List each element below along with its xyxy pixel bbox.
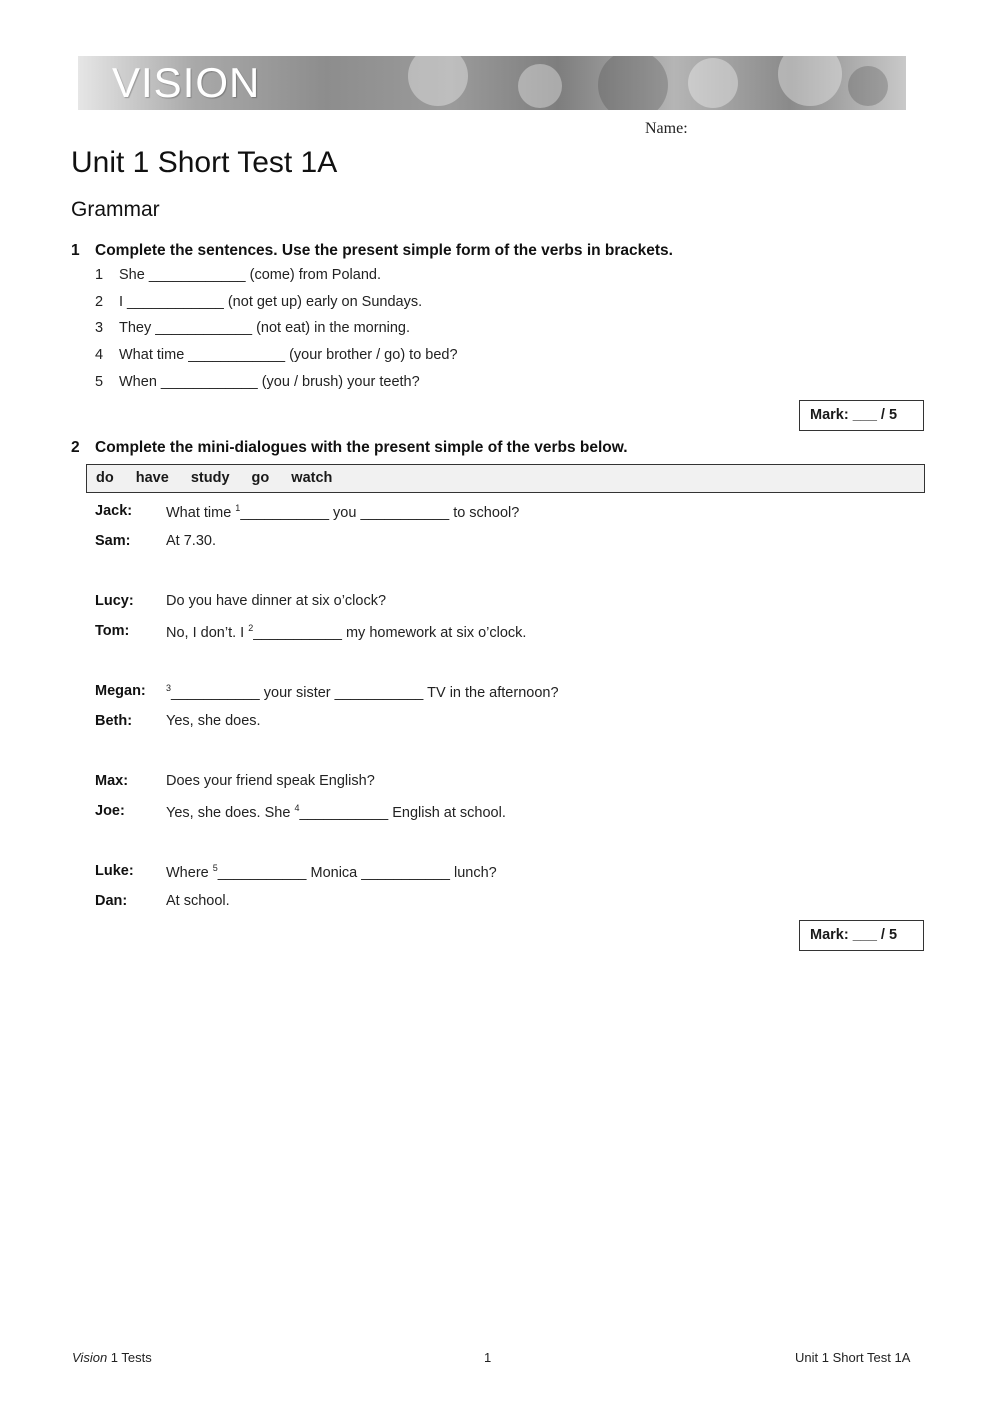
- line-text: Does your friend speak English?: [166, 773, 375, 789]
- mark-box-task-2: Mark: ___ / 5: [799, 920, 924, 951]
- task-number: 2: [71, 439, 80, 456]
- page-number: 1: [484, 1350, 492, 1365]
- item-number: 2: [95, 294, 104, 310]
- word-have: have: [135, 470, 169, 486]
- task-instruction: Complete the sentences. Use the present simple form of the verbs in brackets.: [95, 242, 673, 259]
- speaker-name: Jack:: [95, 503, 133, 519]
- item-text: When ____________ (you / brush) your teeth?: [119, 374, 420, 390]
- dialogue-line: [166, 623, 526, 641]
- footer-right: Unit 1 Short Test 1A: [795, 1350, 911, 1365]
- dialogue-line: [166, 713, 261, 729]
- task-1-heading: [71, 242, 673, 260]
- banner-decoration: [778, 56, 842, 106]
- line-text: Yes, she does.: [166, 713, 261, 729]
- dialogue-line: [166, 863, 497, 881]
- line-text: ___________ your sister ___________ TV in the afternoon?: [171, 684, 559, 701]
- list-item: [95, 267, 381, 283]
- line-text: Do you have dinner at six o’clock?: [166, 593, 387, 609]
- section-title: Grammar: [71, 198, 160, 221]
- line-text: No, I don’t. I: [166, 624, 249, 641]
- line-text: At 7.30.: [166, 533, 216, 549]
- dialogue-line: [166, 773, 375, 789]
- dialogue-line: [166, 683, 559, 701]
- speaker-name: Megan:: [95, 683, 146, 699]
- item-text: They ____________ (not eat) in the morning.: [119, 320, 411, 336]
- line-text: ___________ you ___________ to school?: [240, 504, 520, 521]
- list-item: [95, 294, 422, 310]
- gap-number: 1: [235, 503, 241, 513]
- speaker-name: Joe:: [95, 803, 125, 819]
- line-text: ___________ English at school.: [299, 804, 506, 821]
- speaker-name: Lucy:: [95, 593, 134, 609]
- banner-decoration: [408, 56, 468, 106]
- dialogue-line: [166, 503, 519, 521]
- gap-number: 5: [212, 863, 218, 873]
- footer-left: [72, 1350, 152, 1365]
- line-text: ___________ my homework at six o’clock.: [253, 624, 527, 641]
- footer-book-rest: 1 Tests: [107, 1350, 152, 1365]
- line-text: Where: [166, 864, 213, 881]
- page-title: Unit 1 Short Test 1A: [71, 146, 338, 179]
- line-text: ___________ Monica ___________ lunch?: [217, 864, 497, 881]
- item-number: 3: [95, 320, 104, 336]
- item-number: 5: [95, 374, 104, 390]
- mark-box-task-1: Mark: ___ / 5: [799, 400, 924, 431]
- item-text: She ____________ (come) from Poland.: [119, 267, 381, 283]
- task-instruction: Complete the mini-dialogues with the present simple of the verbs below.: [95, 439, 628, 456]
- banner-decoration: [688, 58, 738, 108]
- dialogue-line: [166, 893, 230, 909]
- line-text: At school.: [166, 893, 230, 909]
- word-go: go: [251, 470, 270, 486]
- name-label: Name:: [645, 120, 688, 137]
- item-number: 1: [95, 267, 104, 283]
- list-item: [95, 374, 420, 390]
- word-box: [86, 464, 925, 493]
- speaker-name: Sam:: [95, 533, 131, 549]
- item-text: I ____________ (not get up) early on Sundays.: [119, 294, 423, 310]
- dialogue-line: [166, 803, 506, 821]
- vision-logo: VISION: [112, 59, 261, 106]
- gap-number: 3: [166, 683, 172, 693]
- word-watch: watch: [291, 470, 333, 486]
- speaker-name: Luke:: [95, 863, 134, 879]
- word-do: do: [96, 470, 114, 486]
- header-banner: [78, 56, 906, 110]
- banner-decoration: [518, 64, 562, 108]
- speaker-name: Beth:: [95, 713, 133, 729]
- gap-number: 2: [248, 623, 254, 633]
- speaker-name: Max:: [95, 773, 129, 789]
- task-2-heading: [71, 439, 628, 457]
- banner-decoration: [848, 66, 888, 106]
- word-study: study: [190, 470, 230, 486]
- item-number: 4: [95, 347, 104, 363]
- gap-number: 4: [294, 803, 300, 813]
- speaker-name: Dan:: [95, 893, 128, 909]
- list-item: [95, 320, 410, 336]
- footer-book-title: Vision: [72, 1350, 108, 1365]
- line-text: What time: [166, 504, 236, 521]
- speaker-name: Tom:: [95, 623, 130, 639]
- dialogue-line: [166, 533, 216, 549]
- banner-decoration: [598, 56, 668, 110]
- task-number: 1: [71, 242, 80, 259]
- list-item: [95, 347, 458, 363]
- item-text: What time ____________ (your brother / go) to bed?: [119, 347, 458, 363]
- line-text: Yes, she does. She: [166, 804, 295, 821]
- dialogue-line: [166, 593, 386, 609]
